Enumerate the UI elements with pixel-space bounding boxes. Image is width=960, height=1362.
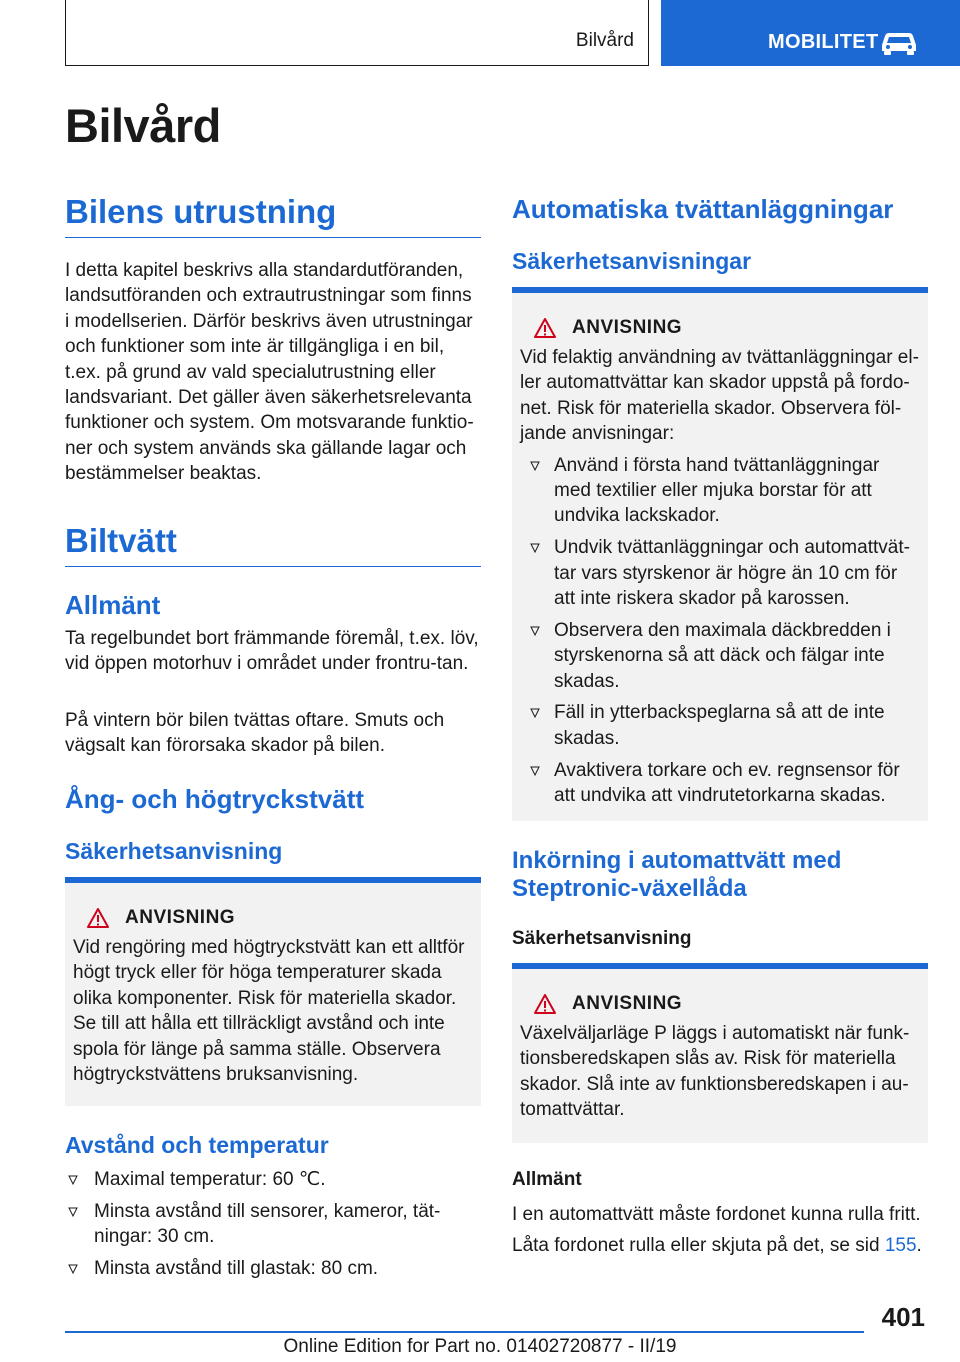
header-chapter-tab[interactable] <box>661 0 960 66</box>
header-section-title: Bilvård <box>575 30 634 51</box>
list-item: Minsta avstånd till sensorer, kameror, tät-ningar: 30 cm. <box>65 1199 481 1250</box>
warning-list <box>520 453 919 809</box>
list-item: Undvik tvättanläggningar och automattvät-tar vars styrskenor är högre än 10 cm för att inte riskera skador på karossen. <box>520 535 919 611</box>
heading-equipment: Bilens utrustning <box>65 193 481 238</box>
list-item: Observera den maximala däckbredden i styrskenorna så att däck och fälgar inte skadas. <box>520 618 919 694</box>
header-section-box <box>65 0 649 66</box>
heading-auto-safety: Säkerhetsanvisningar <box>512 248 752 274</box>
warning-icon <box>533 317 557 339</box>
equipment-text: I detta kapitel beskrivs alla standardutföranden, landsutföranden och extrautrustningar som finns i modellserien. Därför beskrivs även utrustningar och funktioner som inte är tillgängliga i en bil, t.ex. på grund av vald specialutrustning eller landsvariant. Det gäller även säkerhetsrelevanta funktioner och system. Om motsvarande funktio-ner och system används ska gällande lagar och bestämmelser beaktas. <box>65 260 474 485</box>
warning-icon <box>533 993 557 1015</box>
triangle-bullet-icon <box>68 1264 78 1274</box>
warning-label: ANVISNING <box>125 907 236 928</box>
page-title: Bilvård <box>65 99 221 152</box>
list-item: Avaktivera torkare och ev. regnsensor för att undvika att vindrutetorkarna skadas. <box>520 758 919 809</box>
footer-divider <box>65 1331 864 1333</box>
car-icon <box>879 29 919 55</box>
distance-list <box>65 1167 481 1288</box>
heading-steam-safety: Säkerhetsanvisning <box>65 838 283 864</box>
list-item: Maximal temperatur: 60 ℃. <box>65 1167 481 1192</box>
triangle-bullet-icon <box>68 1175 78 1185</box>
steptronic-general-text-2: Låta fordonet rulla eller skjuta på det, se sid 155. <box>512 1235 922 1256</box>
triangle-bullet-icon <box>530 708 540 718</box>
page-reference-link[interactable]: 155 <box>884 1235 917 1256</box>
warning-box-steptronic <box>512 963 928 1143</box>
warning-header <box>520 991 919 1017</box>
heading-auto-wash: Automatiska tvättanläggningar <box>512 194 894 224</box>
carwash-general-text-2: På vintern bör bilen tvättas oftare. Smuts och vägsalt kan förorsaka skador på bilen. <box>65 710 445 757</box>
header-chapter-title: MOBILITET <box>768 31 879 53</box>
list-item: Använd i första hand tvättanläggningar med textilier eller mjuka borstar för att undvika lackskador. <box>520 453 919 529</box>
heading-steptronic-line-1: Inkörning i automattvätt med <box>512 847 842 874</box>
steptronic-general-text-1: I en automattvätt måste fordonet kunna rulla fritt. <box>512 1204 921 1225</box>
warning-label: ANVISNING <box>572 317 683 338</box>
triangle-bullet-icon <box>530 626 540 636</box>
carwash-general-text-1: Ta regelbundet bort främmande föremål, t.ex. löv, vid öppen motorhuv i området under frontru-tan. <box>65 628 479 675</box>
warning-box-steam <box>65 877 481 1106</box>
heading-steptronic-line-2: Steptronic-växellåda <box>512 875 747 902</box>
warning-text: Vid felaktig användning av tvättanläggningar el-ler automattvättar kan skador uppstå på fordo-net. Risk för materiella skador. Observera föl-jande anvisningar: <box>520 347 919 445</box>
triangle-bullet-icon <box>530 543 540 553</box>
list-item: Fäll in ytterbackspeglarna så att de inte skadas. <box>520 700 919 751</box>
triangle-bullet-icon <box>530 766 540 776</box>
heading-steptronic <box>512 847 841 903</box>
heading-steam-wash: Ång- och högtryckstvätt <box>65 784 365 814</box>
triangle-bullet-icon <box>530 461 540 471</box>
heading-steptronic-safety: Säkerhetsanvisning <box>512 928 692 949</box>
warning-icon <box>86 907 110 929</box>
warning-text: Vid rengöring med högtryckstvätt kan ett alltför högt tryck eller för höga temperaturer skada olika komponenter. Risk för materiella skador. Se till att hålla ett tillräckligt avstånd och inte spola för länge på samma ställe. Observera högtryckstvättens bruksanvisning. <box>73 937 465 1086</box>
warning-header <box>520 315 919 341</box>
footer-edition: Online Edition for Part no. 01402720877 - II/19 <box>283 1336 677 1357</box>
triangle-bullet-icon <box>68 1207 78 1217</box>
page-number: 401 <box>881 1302 925 1332</box>
heading-carwash: Biltvätt <box>65 522 481 567</box>
heading-carwash-general: Allmänt <box>65 590 161 620</box>
warning-box-auto <box>512 287 928 821</box>
heading-steptronic-general: Allmänt <box>512 1169 582 1190</box>
warning-label: ANVISNING <box>572 993 683 1014</box>
list-item: Minsta avstånd till glastak: 80 cm. <box>65 1256 481 1281</box>
heading-distance: Avstånd och temperatur <box>65 1132 329 1158</box>
warning-header <box>73 905 472 931</box>
warning-text: Växelväljarläge P läggs i automatiskt när funk-tionsberedskapen slås av. Risk för materiella skador. Slå inte av funktionsberedskapen i au-tomattvättar. <box>520 1023 910 1121</box>
